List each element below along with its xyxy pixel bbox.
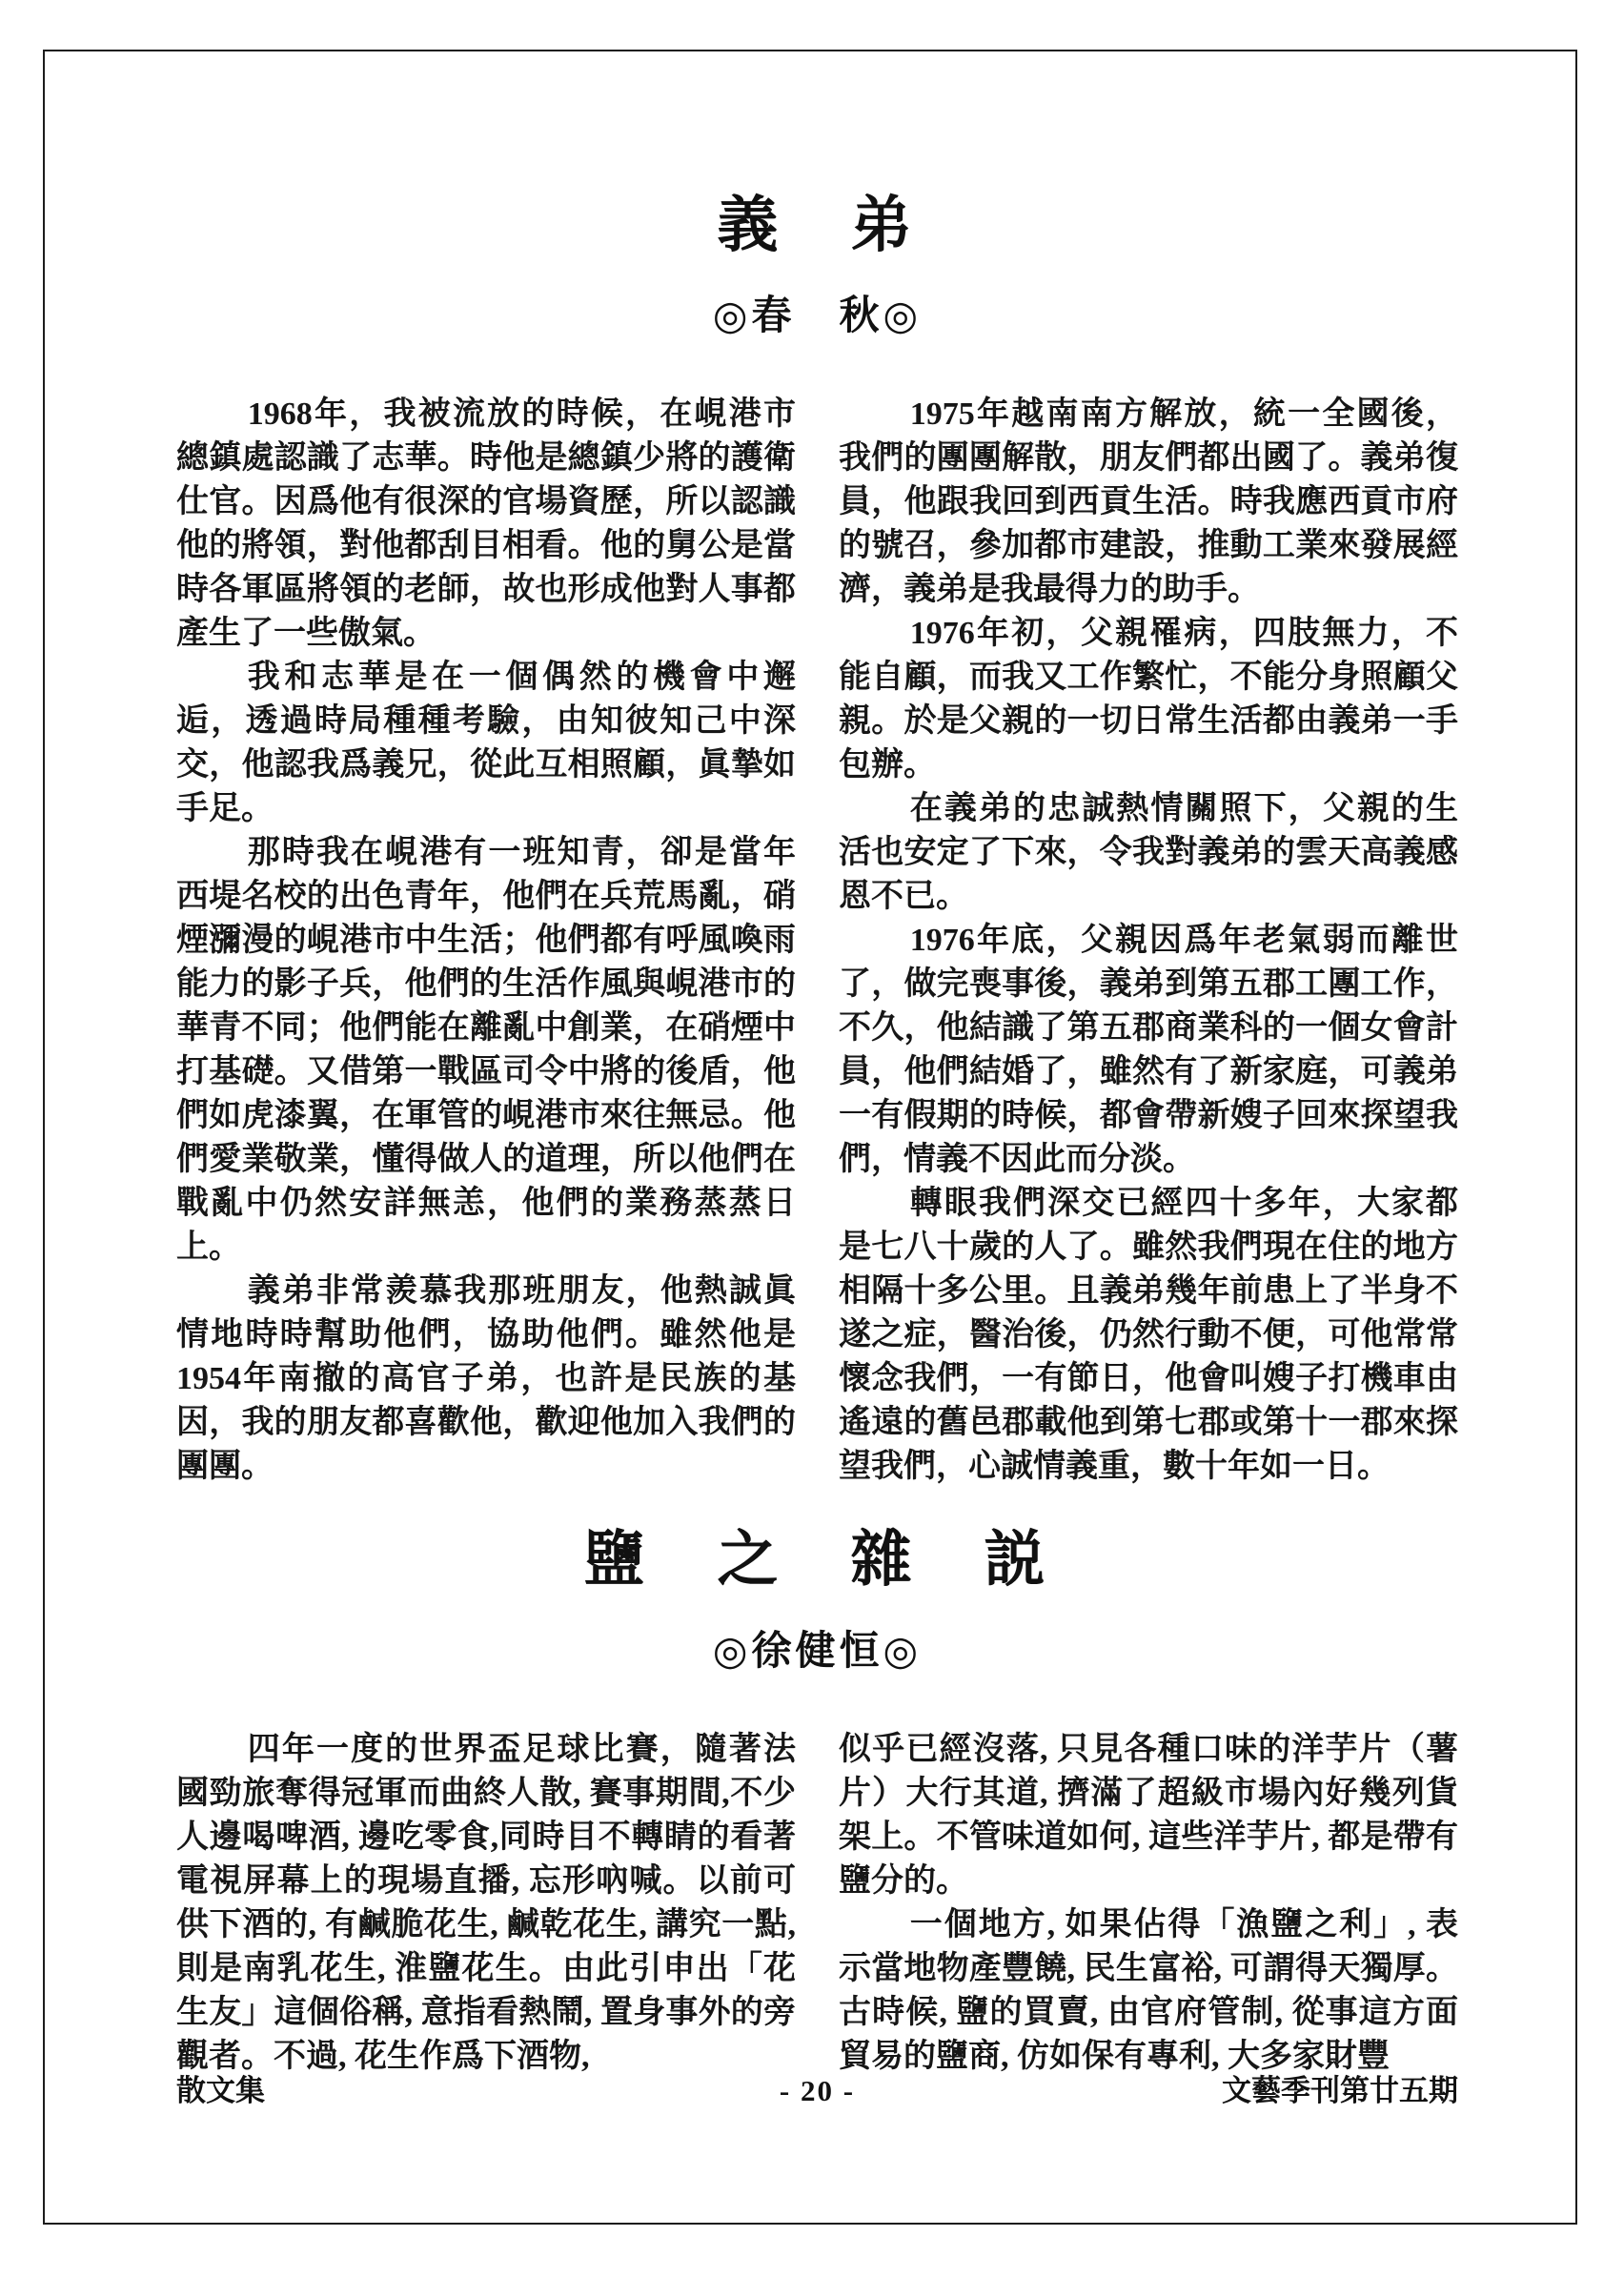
page-footer	[176, 2066, 1458, 2109]
article-2-columns	[176, 1677, 1458, 2079]
paragraph: 義弟非常羨慕我那班朋友，他熱誠眞情地時時幫助他們，協助他們。雖然他是1954年南撤的高官子弟，也許是民族的基因，我的朋友都喜歡他，歡迎他加入我們的團團。	[176, 1273, 796, 1485]
paragraph: 1976年底，父親因爲年老氣弱而離世了，做完喪事後，義弟到第五郡工團工作，不久，他結識了第五郡商業科的一個女會計員，他們結婚了，雖然有了新家庭，可義弟一有假期的時候，都會帶新嫂子回來探望我們，情義不因此而分淡。	[839, 923, 1458, 1178]
paragraph: 一個地方, 如果佔得「漁鹽之利」, 表示當地物產豐饒, 民生富裕, 可謂得天獨厚。古時候, 鹽的買賣, 由官府管制, 從事這方面貿易的鹽商, 仿如保有專利, 大多家財豐	[839, 1906, 1458, 2074]
paragraph: 1975年越南南方解放，統一全國後，我們的團團解散，朋友們都出國了。義弟復員，他跟我回到西貢生活。時我應西貢市府的號召，參加都市建設，推動工業來發展經濟，義弟是我最得力的助手。	[839, 396, 1458, 608]
footer-section-name: 散文集	[176, 2074, 265, 2107]
article-2-right-column	[839, 1728, 1458, 2079]
paragraph: 那時我在峴港有一班知青，卻是當年西堤名校的出色青年，他們在兵荒馬亂，硝煙瀰漫的峴港市中生活；他們都有呼風喚雨能力的影子兵，他們的生活作風與峴港市的華青不同；他們能在離亂中創業，在硝煙中打基礎。又借第一戰區司令中將的後盾，他們如虎漆翼，在軍管的峴港市來往無忌。他們愛業敬業，懂得做人的道理，所以他們在戰亂中仍然安詳無恙，他們的業務蒸蒸日上。	[176, 835, 796, 1266]
article-2-left-column	[176, 1728, 796, 2079]
paragraph: 我和志華是在一個偶然的機會中邂逅，透過時局種種考驗，由知彼知己中深交，他認我爲義兄，從此互相照顧，眞摯如手足。	[176, 660, 796, 827]
paragraph: 轉眼我們深交已經四十多年，大家都是七八十歲的人了。雖然我們現在住的地方相隔十多公里。且義弟幾年前患上了半身不遂之症，醫治後，仍然行動不便，可他常常懷念我們，一有節日，他會叫嫂子打機車由遙遠的舊邑郡載他到第七郡或第十一郡來探望我們，心誠情義重，數十年如一日。	[839, 1186, 1458, 1485]
footer-publication-name: 文藝季刊第廿五期	[1221, 2074, 1458, 2107]
paragraph: 1968年，我被流放的時候，在峴港市總鎮處認識了志華。時他是總鎮少將的護衛仕官。因爲他有很深的官場資歷，所以認識他的將領，對他都刮目相看。他的舅公是當時各軍區將領的老師，故也形成他對人事都產生了一些傲氣。	[176, 396, 796, 652]
article-1-right-column	[839, 393, 1458, 1489]
article-1-columns	[176, 341, 1458, 1489]
article-1-title: 義 弟	[717, 192, 918, 259]
article-1-left-column	[176, 393, 796, 1489]
paragraph-continuation: 似乎已經沒落, 只見各種口味的洋芋片（薯片）大行其道, 擠滿了超級市場內好幾列貨架上。不管味道如何, 這些洋芋片, 都是帶有鹽分的。	[839, 1731, 1458, 1899]
article-1-author: ◎春 秋◎	[712, 295, 923, 339]
article-2-author: ◎徐健恒◎	[712, 1629, 923, 1674]
article-yanzhizashuo	[176, 1489, 1458, 2078]
page-content	[176, 50, 1458, 2079]
paragraph: 在義弟的忠誠熱情關照下，父親的生活也安定了下來，令我對義弟的雲天高義感恩不已。	[839, 791, 1458, 915]
paragraph: 1976年初，父親罹病，四肢無力，不能自顧，而我又工作繁忙，不能分身照顧父親。於是父親的一切日常生活都由義弟一手包辦。	[839, 616, 1458, 783]
article-2-title: 鹽 之 雜 説	[583, 1526, 1051, 1595]
page-number: - 20 -	[779, 2074, 856, 2107]
paragraph: 四年一度的世界盃足球比賽，隨著法國勁旅奪得冠軍而曲終人散, 賽事期間,不少人邊喝啤酒, 邊吃零食,同時目不轉睛的看著電視屏幕上的現場直播, 忘形吶喊。以前可供下酒的, 有鹹脆花生, 鹹乾花生, 講究一點, 則是南乳花生, 淮鹽花生。由此引申出「花生友」這個俗稱, 意指看熱鬧, 置身事外的旁觀者。不過, 花生作爲下酒物,	[176, 1731, 796, 2074]
article-yidi	[176, 50, 1458, 1489]
